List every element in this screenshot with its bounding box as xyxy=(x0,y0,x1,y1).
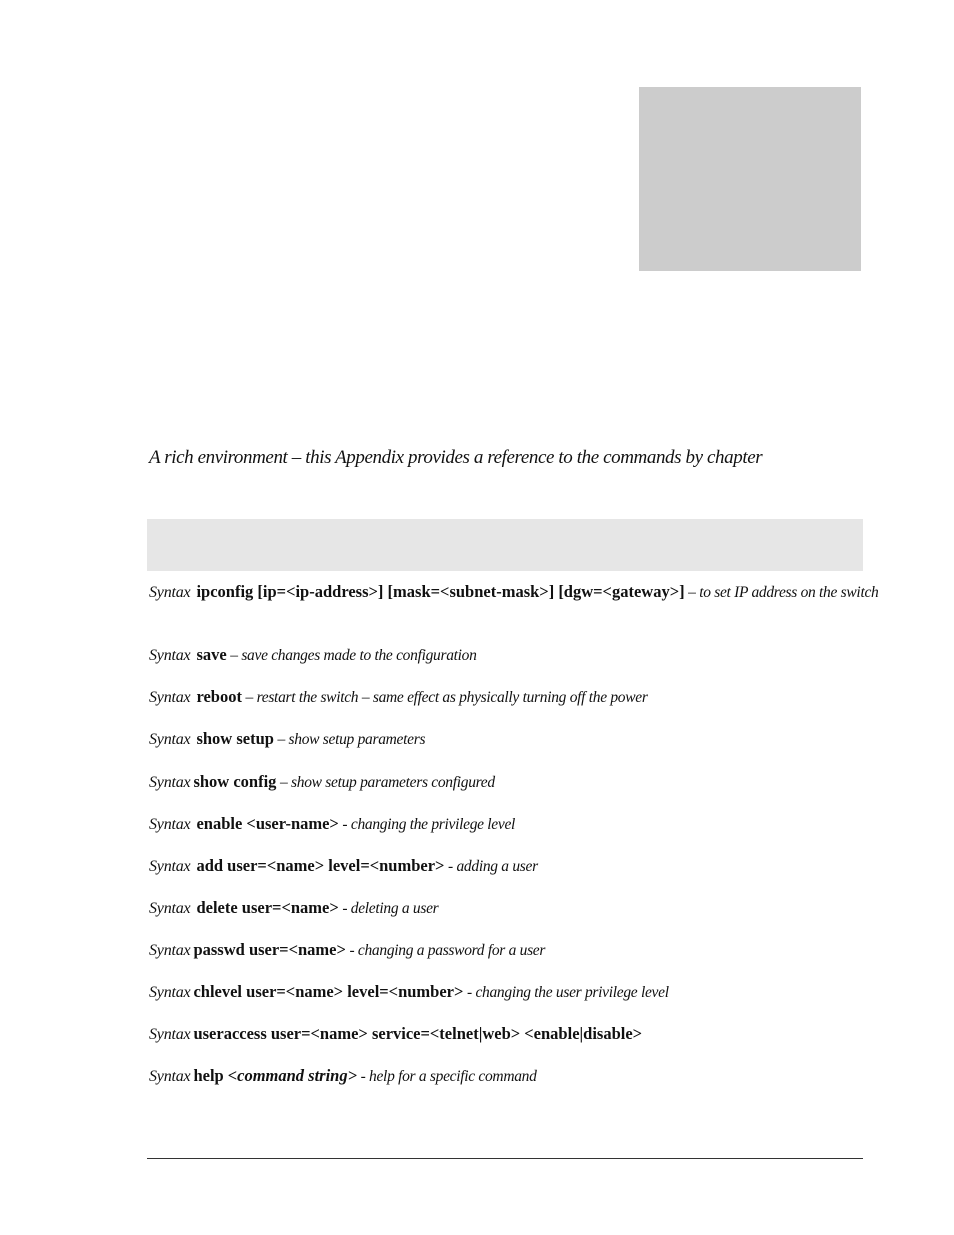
command-description: restart the switch – same effect as physically turning off the power xyxy=(256,689,648,706)
command-entry-enable xyxy=(149,813,861,835)
syntax-label: Syntax xyxy=(149,1026,191,1043)
appendix-intro: A rich environment – this Appendix provides a reference to the commands by chapter xyxy=(149,447,763,468)
syntax-label: Syntax xyxy=(149,984,191,1001)
command-text: useraccess user=<name> service=<telnet|web> <enable|disable> xyxy=(193,1024,643,1043)
command-argument: <command string> xyxy=(227,1066,358,1085)
command-text: show config xyxy=(193,772,277,791)
syntax-label: Syntax xyxy=(149,816,191,833)
syntax-label: Syntax xyxy=(149,774,191,791)
command-description: adding a user xyxy=(456,858,538,875)
command-entry-chlevel xyxy=(149,981,861,1003)
command-separator: – xyxy=(684,584,700,601)
syntax-label: Syntax xyxy=(149,942,191,959)
command-text: delete user=<name> xyxy=(196,898,339,917)
command-separator: - xyxy=(444,858,457,875)
command-entry-save xyxy=(149,644,861,666)
command-description: save changes made to the configuration xyxy=(241,647,477,664)
command-separator: – xyxy=(226,647,242,664)
command-text: chlevel user=<name> level=<number> xyxy=(193,982,464,1001)
syntax-label: Syntax xyxy=(149,584,191,601)
syntax-label: Syntax xyxy=(149,858,191,875)
command-separator: - xyxy=(463,984,476,1001)
command-description: changing the user privilege level xyxy=(475,984,669,1001)
command-entry-show-config xyxy=(149,771,861,793)
syntax-label: Syntax xyxy=(149,731,191,748)
command-description: deleting a user xyxy=(350,900,439,917)
command-entry-help xyxy=(149,1065,861,1087)
command-entry-ipconfig xyxy=(149,581,918,603)
command-separator: – xyxy=(276,774,292,791)
command-separator: – xyxy=(241,689,257,706)
syntax-label: Syntax xyxy=(149,647,191,664)
command-description: changing a password for a user xyxy=(357,942,546,959)
command-description: show setup parameters xyxy=(288,731,426,748)
command-description: changing the privilege level xyxy=(350,816,516,833)
command-text: save xyxy=(196,645,227,664)
command-separator: - xyxy=(338,816,351,833)
command-description: show setup parameters configured xyxy=(291,774,495,791)
command-description: to set IP address on the switch xyxy=(699,584,879,601)
command-text: passwd user=<name> xyxy=(193,940,346,959)
command-entry-useraccess xyxy=(149,1023,861,1045)
command-separator: - xyxy=(338,900,351,917)
footer-divider xyxy=(147,1158,863,1159)
command-entry-show-setup xyxy=(149,728,861,750)
command-text: add user=<name> level=<number> xyxy=(196,856,445,875)
command-text: ipconfig [ip=<ip-address>] [mask=<subnet-mask>] [dgw=<gateway>] xyxy=(196,582,685,601)
command-entry-delete-user xyxy=(149,897,861,919)
syntax-label: Syntax xyxy=(149,689,191,706)
chapter-tab-block xyxy=(639,87,861,271)
command-text: reboot xyxy=(196,687,242,706)
command-separator: - xyxy=(357,1068,370,1085)
command-text: help xyxy=(193,1066,224,1085)
command-entry-reboot xyxy=(149,686,861,708)
command-text: enable <user-name> xyxy=(196,814,339,833)
syntax-label: Syntax xyxy=(149,900,191,917)
section-heading-band xyxy=(147,519,863,571)
syntax-label: Syntax xyxy=(149,1068,191,1085)
command-text: show setup xyxy=(196,729,274,748)
command-entry-add-user xyxy=(149,855,861,877)
command-entry-passwd xyxy=(149,939,861,961)
command-separator: - xyxy=(345,942,358,959)
command-description: help for a specific command xyxy=(369,1068,537,1085)
command-separator: – xyxy=(273,731,289,748)
